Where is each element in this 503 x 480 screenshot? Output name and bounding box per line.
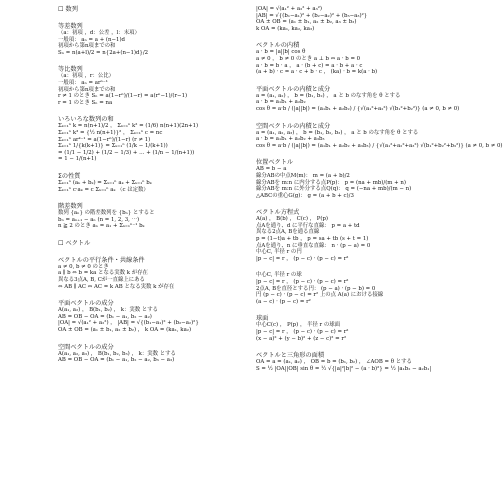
formula-line: Σₖ₌₁ⁿ 1/{k(k+1)} = Σₖ₌₁ⁿ (1/k − 1/(k+1))	[58, 143, 168, 150]
section-spacer	[256, 76, 470, 86]
formula-line: Sₙ = n(a+l)/2 = n{2a+(n−1)d}/2	[58, 49, 149, 56]
right-section-4	[256, 159, 470, 209]
section-spacer	[58, 163, 254, 173]
section-spacer	[256, 199, 470, 209]
formula-line: cos θ = a·b / (|a||b|) = (a₁b₁ + a₂b₂ + a₃b₃) / {√(a₁²+a₂²+a₃²) √(b₁²+b₂²+b₃²)} (a ≠ 0, b ≠ 0)	[256, 142, 503, 149]
formula-line: |OA| = √(a₁² + a₂² + a₃²)	[256, 6, 323, 12]
right-section-1	[256, 42, 470, 85]
section-heading: ベクトルの平行条件・共線条件	[58, 256, 145, 264]
formula-line: |AB| = √{(b₁−a₁)² + (b₂−a₂)² + (b₃−a₃)²}	[256, 12, 368, 19]
formula-line: 点Aを通り、d に平行な直線： p = a + td	[256, 222, 360, 229]
formula-line: 一般項： aₙ = arⁿ⁻¹	[58, 79, 108, 86]
section-heading: 空間ベクトルの内積と成分	[256, 122, 331, 130]
section-spacer	[256, 342, 470, 352]
formula-line: Σₖ₌₁ⁿ arᵏ⁻¹ = a(1−rⁿ)/(1−r) (r ≠ 1)	[58, 136, 151, 143]
formula-line: a · b = b · a ， a · (b + c) = a · b + a · c	[256, 62, 363, 69]
formula-line: 中心C, 半径 r の円	[256, 249, 302, 256]
formula-line: cos θ = a·b / (|a||b|) = (a₁b₁ + a₂b₂) / {√(a₁²+a₂²) √(b₁²+b₂²)} (a ≠ 0, b ≠ 0)	[256, 105, 460, 112]
section-heading: Σの性質	[58, 172, 81, 180]
section-heading: 空間ベクトルの成分	[58, 343, 114, 351]
right-section-7	[256, 315, 470, 352]
section-heading: 球面	[256, 315, 269, 323]
section-heading: ベクトルと三角形の面積	[256, 352, 325, 360]
section-heading: 平面ベクトルの内積と成分	[256, 85, 331, 93]
formula-line: a · b = a₁b₁ + a₂b₂	[256, 99, 306, 106]
section-heading: 平面ベクトルの成分	[58, 300, 114, 308]
section-spacer	[58, 247, 254, 257]
formula-line: 数列 {aₙ} の階差数列を {bₙ} とすると	[58, 210, 155, 217]
formula-line: A(a₁, a₂) ， B(b₁, b₂) ， k：実数 とする	[58, 307, 159, 314]
section-heading: ベクトルの内積	[256, 42, 300, 50]
section-spacer	[256, 32, 470, 42]
formula-line: Σₖ₌₁ⁿ (aₖ + bₖ) = Σₖ₌₁ⁿ aₖ + Σₖ₌₁ⁿ bₖ	[58, 179, 152, 186]
formula-line: (x − a)² + (y − b)² + (z − c)² = r²	[256, 335, 347, 342]
section-spacer	[58, 13, 254, 23]
formula-line: a · b = a₁b₁ + a₂b₂ + a₃b₃	[256, 136, 325, 143]
formula-line: 中心C(c) ， P(p) ， 半径 r の球面	[256, 322, 341, 329]
left-section-9	[58, 344, 254, 374]
formula-line: a = (a₁, a₂, a₃) ， b = (b₁, b₂, b₃) ， a と b のなす角を θ とする	[256, 129, 419, 136]
section-heading: 階差数列	[58, 203, 83, 211]
section-heading: ☐ 数列	[58, 6, 78, 13]
right-section-8	[256, 352, 470, 382]
formula-line: r ≠ 1 のとき Sₙ = a(1−rⁿ)/(1−r) = a(rⁿ−1)/(r−1)	[58, 93, 188, 100]
formula-line: p = (1−t)a + tb ， p = sa + tb (s + t = 1)	[256, 236, 369, 243]
formula-line: △ABCの重心G(g)： g = (a + b + c)/3	[256, 192, 354, 199]
section-spacer	[256, 113, 470, 123]
left-section-1	[58, 23, 254, 66]
formula-line: OA ± OB = (a₁ ± b₁, a₂ ± b₂) ， k OA = (ka₁, ka₂)	[58, 327, 192, 334]
formula-line: 円 (p − c) · (p − c) = r² 上の点 A(a) における接線	[256, 292, 384, 299]
formula-line: a ≠ 0 ， b ≠ 0 のとき a ⊥ b ⇔ a · b = 0	[256, 55, 361, 62]
formula-line: OA = a = (a₁, a₂) ， OB = b = (b₁, b₂) ， ∠AOB = θ とする	[256, 359, 412, 366]
formula-line: ⇔ AB ∥ AC ⇔ AC = k AB となる実数 k が存在	[58, 283, 175, 290]
formula-line: AB = OB − OA = (b₁ − a₁, b₂ − a₂, b₃ − a₃)	[58, 357, 175, 364]
formula-line: a · b = |a||b| cos θ	[256, 49, 306, 56]
section-spacer	[58, 56, 254, 66]
formula-line: |OA| = √(a₁² + a₂²) ， |AB| = √{(b₁−a₁)² + (b₂−a₂)²}	[58, 320, 199, 327]
formula-line: = 1 − 1/(n+1)	[58, 156, 97, 163]
formula-line: S = ½ |OA||OB| sin θ = ½ √{|a|²|b|² − (a · b)²} = ½ |a₁b₂ − a₂b₁|	[256, 365, 432, 372]
formula-line: OA ± OB = (a₁ ± b₁, a₂ ± b₂, a₃ ± b₃)	[256, 19, 357, 26]
formula-line: 異なる2点A, Bを通る直線	[256, 229, 320, 236]
section-spacer	[58, 106, 254, 116]
section-spacer	[58, 364, 254, 374]
left-section-2	[58, 66, 254, 116]
formula-line: n ≧ 2 のとき aₙ = a₁ + Σₖ₌₁ⁿ⁻¹ bₖ	[58, 223, 145, 230]
section-spacer	[256, 372, 470, 382]
formula-line: (a + b) · c = a · c + b · c ， (ka) · b = k(a · b)	[256, 69, 378, 76]
section-heading: ベクトル方程式	[256, 209, 300, 217]
formula-line: |p − c| = r ， (p − c) · (p − c) = r²	[256, 279, 349, 286]
left-section-0	[58, 6, 254, 23]
section-heading: 位置ベクトル	[256, 159, 294, 167]
formula-line: 線分ABの中点M(m)： m = (a + b)/2	[256, 172, 350, 179]
left-section-5	[58, 203, 254, 240]
formula-line: Σₖ₌₁ⁿ c·aₖ = c Σₖ₌₁ⁿ aₖ （c は定数）	[58, 186, 149, 193]
formula-line: 異なる3点A, B, Cが一直線上にある	[58, 277, 145, 284]
section-spacer	[58, 334, 254, 344]
section-heading: いろいろな数列の和	[58, 116, 114, 124]
formula-line: （a：初項 ，r：公比）	[58, 73, 115, 80]
left-column	[58, 6, 254, 374]
formula-line: 一般項： aₙ = a + (n−1)d	[58, 36, 125, 43]
right-section-0	[256, 6, 470, 42]
section-heading: ☐ ベクトル	[58, 239, 91, 247]
right-section-3	[256, 122, 503, 160]
section-spacer	[58, 290, 254, 300]
formula-line: |p − c| = r ， (p − c) · (p − c) = r²	[256, 329, 349, 335]
formula-line: a ∥ b ⇔ b = ka となる実数 k が存在	[58, 270, 148, 277]
formula-line: bₙ = aₙ₊₁ − aₙ (n = 1, 2, 3, ⋯)	[58, 216, 140, 223]
formula-line: AB = b − a	[256, 166, 287, 173]
section-spacer	[58, 193, 254, 203]
left-section-3	[58, 116, 254, 173]
formula-line: a ≠ 0, b ≠ 0 のとき	[58, 263, 109, 270]
section-heading: 等差数列	[58, 23, 83, 30]
formula-line: Σₖ₌₁ⁿ k³ = {½ n(n+1)}² ， Σₖ₌₁ⁿ c = nc	[58, 129, 163, 136]
section-spacer	[256, 262, 470, 272]
right-column	[256, 6, 503, 382]
formula-line: AB = OB − OA = (b₁ − a₁, b₂ − a₂)	[58, 313, 152, 320]
left-section-6	[58, 240, 254, 257]
section-spacer	[58, 230, 254, 240]
formula-line: （a：初項 ，d：公差 ，l：末項）	[58, 30, 140, 36]
formula-line: A(a₁, a₂, a₃) ， B(b₁, b₂, b₃) ， k：実数 とする	[58, 350, 176, 357]
right-section-2	[256, 86, 470, 123]
formula-line: 線分ABを m:n に内分する点P(p)： p = (na + mb)/(m + n)	[256, 179, 406, 186]
formula-line: 初項から第n項までの和	[58, 43, 116, 50]
formula-line: 線分ABを m:n に外分する点Q(q)： q = (−na + mb)/(m − n)	[256, 186, 412, 193]
right-section-6	[256, 272, 470, 315]
section-heading: 等比数列	[58, 66, 83, 74]
formula-line: A(a) ， B(b) ， C(c) ， P(p)	[256, 216, 329, 223]
formula-line: 2点A, Bを直径とする円： (p − a) · (p − b) = 0	[256, 285, 376, 292]
formula-line: = (1/1 − 1/2) + (1/2 − 1/3) + … + (1/n − 1/(n+1))	[58, 149, 195, 156]
right-section-5	[256, 209, 470, 272]
formula-line: r = 1 のとき Sₙ = na	[58, 99, 113, 106]
formula-line: a = (a₁, a₂) ， b = (b₁, b₂) ， a と b のなす角を θ とする	[256, 92, 401, 99]
section-spacer	[256, 149, 470, 159]
left-section-7	[58, 257, 254, 300]
formula-line: 中心C, 半径 r の球	[256, 272, 302, 279]
section-spacer	[256, 305, 470, 315]
left-section-4	[58, 173, 254, 203]
formula-line: 点Aを通り、n に垂直な直線： n · (p − a) = 0	[256, 242, 371, 249]
formula-line: |p − c| = r ， (p − c) · (p − c) = r²	[256, 255, 349, 262]
formula-line: Σₖ₌₁ⁿ k = n(n+1)/2 ， Σₖ₌₁ⁿ k² = (1/6) n(n+1)(2n+1)	[58, 123, 199, 130]
formula-line: k OA = (ka₁, ka₂, ka₃)	[256, 25, 315, 32]
formula-line: 初項から第n項までの和	[58, 86, 116, 93]
formula-line: (a − c) · (p − c) = r²	[256, 298, 311, 305]
left-section-8	[58, 300, 254, 343]
